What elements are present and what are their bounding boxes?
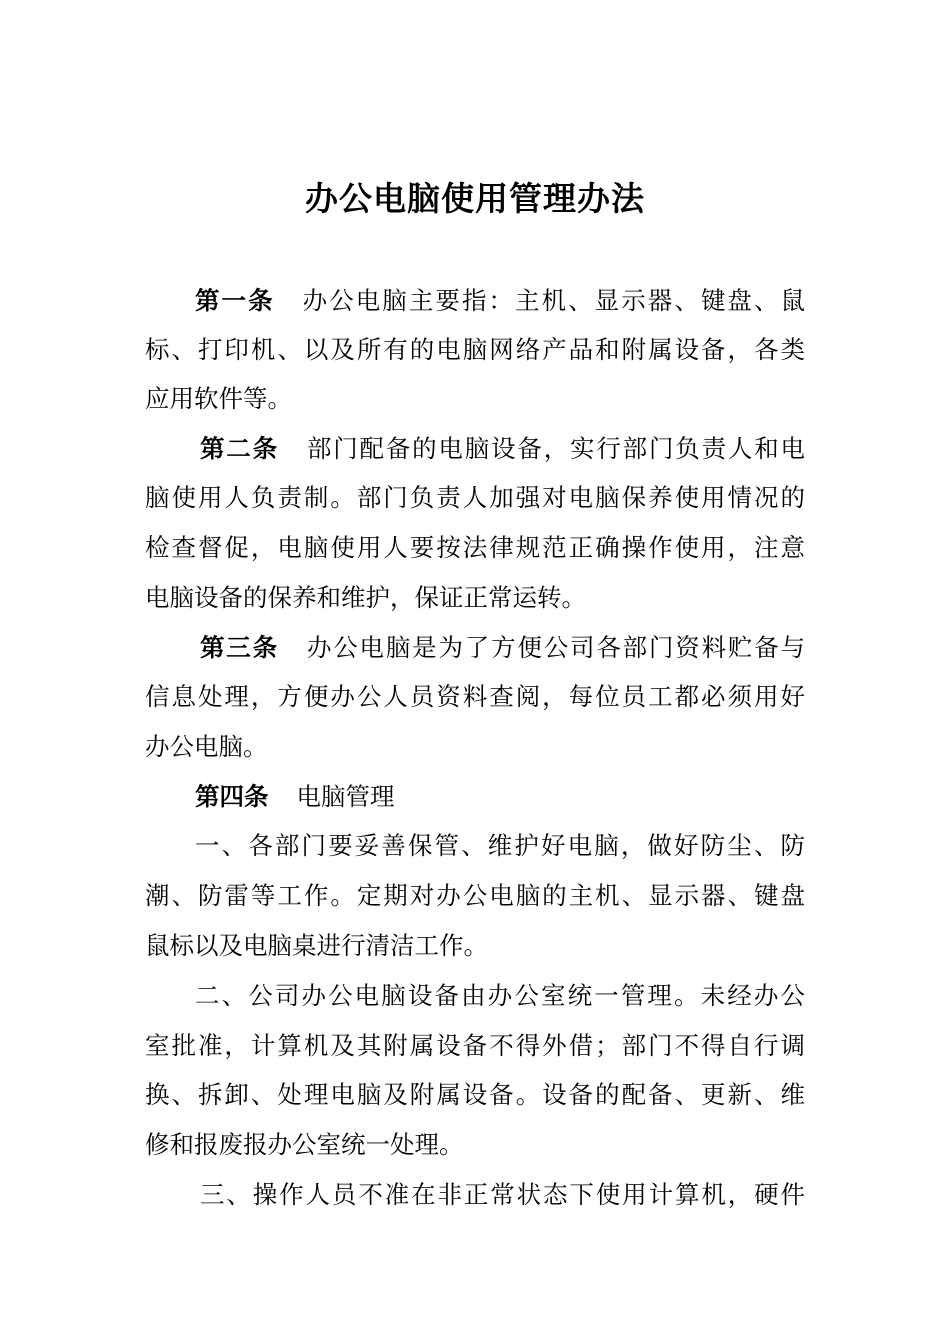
item-3-line-1: 三、操作人员不准在非正常状态下使用计算机，硬件	[200, 1180, 805, 1209]
article-2-line-3: 检查督促，电脑使用人要按法律规范正确操作使用，注意	[145, 533, 805, 562]
article-label: 第二条	[200, 434, 279, 463]
article-label: 第四条	[195, 782, 269, 811]
article-1-line-2: 标、打印机、以及所有的电脑网络产品和附属设备，各类	[145, 335, 805, 364]
article-3-line-2: 信息处理，方便办公人员资料查阅，每位员工都必须用好	[145, 682, 805, 711]
article-3-line-3: 办公电脑。	[145, 732, 268, 761]
article-4-line-1	[195, 777, 805, 817]
article-text: 部门配备的电脑设备，实行部门负责人和电	[306, 434, 806, 463]
article-text: 办公电脑主要指：主机、显示器、键盘、鼠	[302, 286, 806, 315]
document-title: 办公电脑使用管理办法	[305, 179, 645, 218]
article-2-line-1	[200, 429, 805, 469]
item-2-line-1: 二、公司办公电脑设备由办公室统一管理。未经办公	[195, 981, 805, 1010]
article-2-line-2: 脑使用人负责制。部门负责人加强对电脑保养使用情况的	[145, 483, 805, 512]
article-1-line-3: 应用软件等。	[145, 384, 292, 413]
article-label: 第一条	[195, 286, 275, 315]
article-text: 办公电脑是为了方便公司各部门资料贮备与	[306, 633, 806, 662]
item-1-line-2: 潮、防雷等工作。定期对办公电脑的主机、显示器、键盘	[145, 881, 805, 910]
item-2-line-3: 换、拆卸、处理电脑及附属设备。设备的配备、更新、维	[145, 1080, 805, 1109]
article-2-line-4: 电脑设备的保养和维护，保证正常运转。	[145, 583, 586, 612]
item-2-line-4: 修和报废报办公室统一处理。	[145, 1130, 464, 1159]
article-3-line-1	[200, 628, 805, 668]
item-1-line-1: 一、各部门要妥善保管、维护好电脑，做好防尘、防	[195, 831, 805, 860]
article-label: 第三条	[200, 633, 279, 662]
item-1-line-3: 鼠标以及电脑桌进行清洁工作。	[145, 931, 488, 960]
article-text: 电脑管理	[296, 782, 395, 811]
item-2-line-2: 室批准，计算机及其附属设备不得外借；部门不得自行调	[145, 1031, 805, 1060]
article-1-line-1	[195, 281, 805, 321]
